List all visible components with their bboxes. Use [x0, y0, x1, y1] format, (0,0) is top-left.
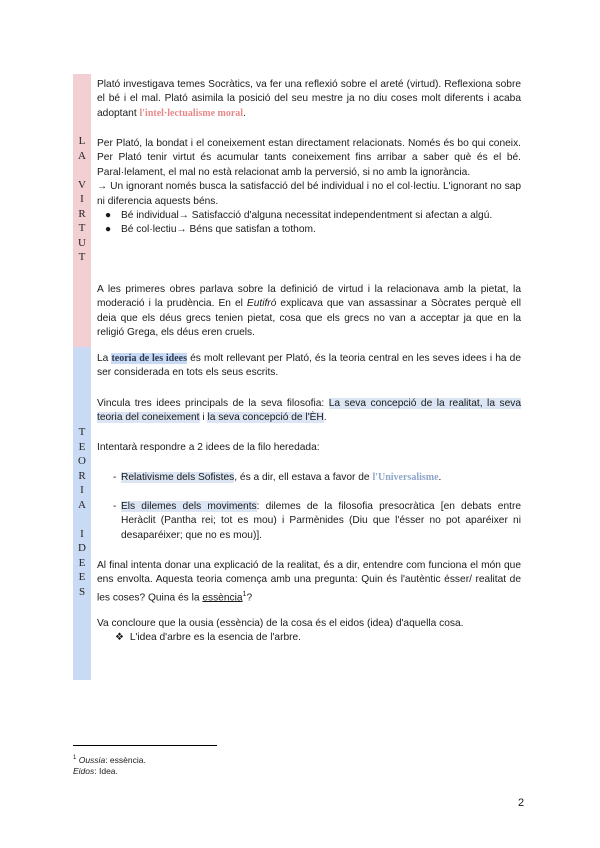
sidebar-letter: O — [78, 455, 86, 467]
list-item: - Relativisme dels Sofistes, és a dir, ell estava a favor de l'Universalisme. — [97, 471, 521, 485]
sidebar-letter — [73, 512, 91, 527]
sidebar-letter: A — [78, 498, 86, 511]
sidebar-letter: D — [78, 542, 86, 554]
virtut-section-body — [97, 137, 521, 238]
idees-paragraph-4: Al final intenta donar una explicació de la realitat, és a dir, entendre com funciona el món que ens envolta. Aquesta teoria comença amb una pregunta: Quin és l'autèntic ésser/ realitat de les coses? Quina és la essència$^1$? — [97, 560, 521, 604]
universalisme-term: l'Universalisme — [372, 472, 439, 483]
sidebar-letter: E — [78, 556, 86, 569]
idees-dash-2 — [97, 500, 521, 543]
idees-vertical-title — [73, 425, 91, 599]
idees-dash-1 — [97, 471, 521, 485]
sub-bullet-item: ❖ L'idea d'arbre es la esencia de l'arbre. — [115, 632, 302, 644]
virtut-paragraph-2: Per Plató, la bondat i el coneixement estan directament relacionats. Només és bo qui coneix. Per Plató tenir virtut és acumular tants coneixement fins arribar a saber què és el bé. Paral·lelament, el mal no està relacionat amb la perversió, si no amb la ignorància. — [97, 138, 521, 178]
sidebar-letter: R — [78, 469, 86, 482]
dash-icon: - — [113, 472, 117, 483]
teoria-idees-term: teoria de les idees — [111, 353, 187, 364]
sidebar-letter: V — [78, 178, 86, 191]
idees-final — [97, 559, 521, 606]
sidebar-letter: E — [78, 571, 86, 583]
bullet-icon: ● — [105, 210, 112, 222]
sidebar-letter: I — [80, 527, 84, 540]
virtut-section — [97, 78, 521, 121]
eutifro-title: Eutifró — [246, 298, 277, 310]
idees-section — [97, 352, 521, 381]
page-number: 2 — [518, 797, 525, 809]
sidebar-letter: E — [78, 440, 86, 453]
idees-paragraph-2: Vincula tres idees principals de la seva filosofia: La seva concepció de la realitat, la seva teoria del coneixement i la seva concepció de l'ÈH. — [97, 398, 521, 424]
virtut-paragraph-3: → Un ignorant només busca la satisfacció del bé individual i no el col·lectiu. L'ignorant no sap ni diferencia aquests béns. — [97, 181, 521, 207]
list-item: ● Bé col·lectiu→ Béns que satisfan a tothom. — [97, 223, 521, 237]
sidebar-letter: I — [80, 193, 84, 205]
footnote-separator — [73, 745, 217, 746]
sidebar-letter: U — [78, 236, 86, 249]
idees-intentara — [97, 441, 521, 455]
footnote-line-2: Eidos: Idea. — [73, 766, 118, 776]
idees-paragraph-1: La teoria de les idees és molt rellevant per Plató, és la teoria central en les seves idees i ha de ser considerada en tots els seus escrits. — [97, 353, 522, 379]
idees-paragraph-3: Intentarà respondre a 2 idees de la filo heredada: — [97, 442, 320, 453]
footnote-line-1: $^1$ Oussia: essència. — [73, 754, 146, 765]
intellectualisme-term: l'intel·lectualisme moral — [139, 107, 244, 119]
virtut-vertical-title — [73, 134, 91, 265]
list-item: - Els dilemes dels moviments: dilemes de la filosofia presocràtica [en debats entre Heràclit (Pantha rei; tot es mou) i Parmènides (Diu que l'ésser no pot aparéixer ni desaparéixer; que no es mou)]. — [113, 501, 522, 541]
virtut-bullet-list — [97, 209, 521, 238]
sidebar-letter: R — [78, 207, 86, 220]
sidebar-letter: T — [78, 251, 86, 263]
sidebar-letter: T — [78, 222, 86, 234]
virtut-paragraph-1: Plató investigava temes Socràtics, va fer una reflexió sobre el areté (virtud). Reflexiona sobre el bé i el mal. Plató asimila la posició del seu mestre ja no diu coses molt diferents i acaba adoptant l'intel·lectualisme moral. — [97, 79, 521, 119]
idees-paragraph-5: Va concloure que la ousia (essència) de la cosa és el eidos (idea) d'aquella cosa. — [97, 618, 464, 629]
sidebar-letter: I — [80, 484, 84, 496]
sidebar-letter: A — [78, 149, 86, 162]
virtut-paragraph-4: A les primeres obres parlava sobre la definició de virtud i la relacionava amb la pietat, la moderació i la prudència. En el Eutifró explicava que van assassinar a Sòcrates perquè ell deia que els déus grecs tenien pietat, cosa que els grecs no van a acceptar ja que en la religió Grega, els déus eren cruels. — [97, 284, 521, 339]
idees-vincula — [97, 397, 521, 426]
list-item: ● Bé individual→ Satisfacció d'alguna necessitat independentment si afectan a algú. — [97, 209, 521, 223]
sidebar-letter: S — [78, 585, 86, 598]
diamond-bullet-icon: ❖ — [115, 632, 125, 644]
essencia-footnote-link[interactable]: essència — [202, 592, 243, 604]
idees-conclusion — [97, 617, 521, 646]
sidebar-letter: T — [78, 426, 86, 438]
sidebar-letter — [73, 163, 91, 178]
bullet-icon: ● — [105, 224, 112, 236]
virtut-section-end — [97, 283, 521, 341]
dash-icon: - — [113, 501, 117, 512]
sidebar-letter: L — [78, 135, 86, 147]
